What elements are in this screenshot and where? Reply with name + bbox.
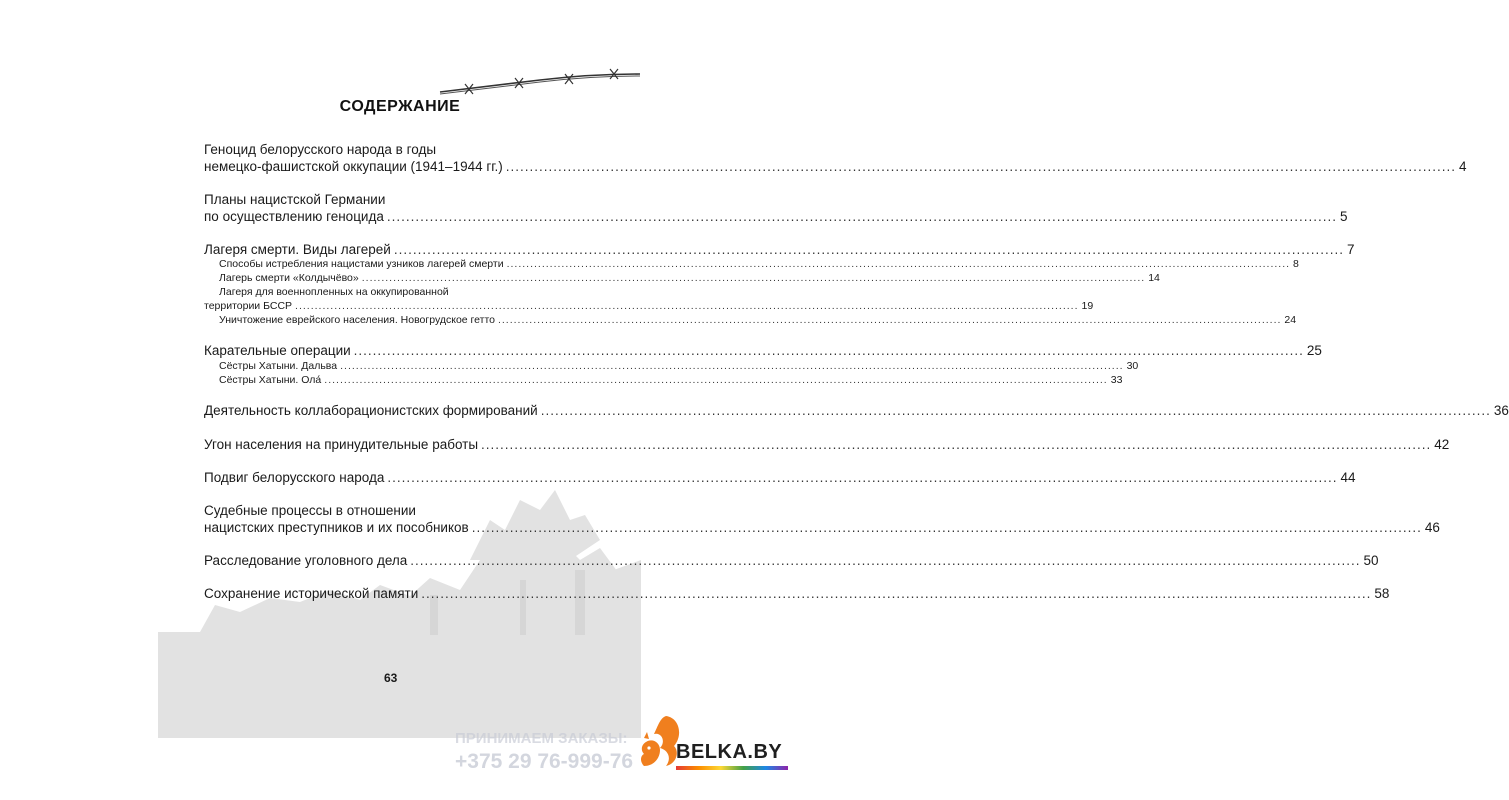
toc-entry-title: Подвиг белорусского народа <box>204 470 385 485</box>
dot-leader: ........................................................................................................................................................................................................ <box>540 403 1491 418</box>
toc-entry-line: Геноцид белорусского народа в годы <box>204 142 437 157</box>
toc-entry-title: немецко-фашистской оккупации (1941–1944 гг.) <box>204 159 503 174</box>
dot-leader: ........................................................................................................................................................................................................ <box>340 360 1124 372</box>
toc-entry-title: нацистских преступников и их пособников <box>204 520 469 535</box>
toc-entry-title: Угон населения на принудительные работы <box>204 437 479 452</box>
watermark-line-1: ПРИНИМАЕМ ЗАКАЗЫ: <box>455 730 628 747</box>
toc-entry-title: Лагеря смерти. Виды лагерей <box>204 242 391 257</box>
toc-entry-title: Карательные операции <box>204 343 351 358</box>
toc-page-number: 5 <box>1340 209 1348 224</box>
toc-page-number: 24 <box>1284 314 1297 326</box>
dot-leader: ........................................................................................................................................................................................................ <box>471 520 1422 535</box>
toc-page-number: 8 <box>1293 258 1299 270</box>
watermark-phone: +375 29 76-999-76 <box>455 750 634 773</box>
toc-entry <box>204 586 1390 601</box>
toc-page-number: 50 <box>1363 553 1379 568</box>
toc-entry <box>204 403 1509 418</box>
dot-leader: ........................................................................................................................................................................................................ <box>481 437 1432 452</box>
toc-subentry <box>219 272 1160 284</box>
toc-subentry <box>219 360 1139 372</box>
toc-subentry <box>204 300 1094 312</box>
dot-leader: ........................................................................................................................................................................................................ <box>295 300 1079 312</box>
toc-page-number: 7 <box>1347 242 1355 257</box>
toc-page-number: 58 <box>1374 586 1390 601</box>
dot-leader: ........................................................................................................................................................................................................ <box>497 314 1282 326</box>
dot-leader: ........................................................................................................................................................................................................ <box>421 586 1372 601</box>
toc-entry-title: по осуществлению геноцида <box>204 209 384 224</box>
dot-leader: ........................................................................................................................................................................................................ <box>505 159 1456 174</box>
logo-text: BELKA.BY <box>676 741 783 763</box>
toc-page-number: 46 <box>1424 520 1440 535</box>
page-number: 63 <box>384 671 398 685</box>
toc-page-number: 33 <box>1110 374 1123 386</box>
toc-entry <box>204 553 1379 568</box>
dot-leader: ........................................................................................................................................................................................................ <box>353 343 1304 358</box>
toc-page-number: 36 <box>1493 403 1509 418</box>
dot-leader: ........................................................................................................................................................................................................ <box>361 272 1146 284</box>
page-title: СОДЕРЖАНИЕ <box>339 98 461 115</box>
toc-entry-title: Сёстры Хатыни. Ола́ <box>219 374 322 386</box>
toc-page-number: 42 <box>1434 437 1450 452</box>
toc-entry <box>204 520 1440 535</box>
toc-entry <box>204 437 1450 452</box>
dot-leader: ........................................................................................................................................................................................................ <box>386 209 1338 224</box>
barbed-wire-decoration <box>440 62 640 102</box>
toc-entry-line: Планы нацистской Германии <box>204 192 386 207</box>
toc-entry <box>204 470 1356 485</box>
toc-entry-title: Лагерь смерти «Колдычёво» <box>219 272 359 284</box>
toc-entry <box>204 343 1322 358</box>
toc-entry-title: Способы истребления нацистами узников лагерей смерти <box>219 258 504 270</box>
dot-leader: ........................................................................................................................................................................................................ <box>324 374 1108 386</box>
toc-entry-line: Лагеря для военнопленных на оккупированной <box>219 286 449 298</box>
toc-subentry <box>219 374 1123 386</box>
toc-subentry <box>219 258 1299 270</box>
toc-entry <box>204 242 1355 257</box>
toc-entry-line: Судебные процессы в отношении <box>204 503 416 518</box>
toc-entry-title: Сёстры Хатыни. Дальва <box>219 360 338 372</box>
dot-leader: ........................................................................................................................................................................................................ <box>393 242 1345 257</box>
toc-entry-title: Расследование уголовного дела <box>204 553 408 568</box>
toc-entry-title: Сохранение исторической памяти <box>204 586 419 601</box>
toc-page-number: 4 <box>1458 159 1467 174</box>
toc-entry-title: Уничтожение еврейского населения. Новогрудское гетто <box>219 314 495 326</box>
toc-entry <box>204 159 1467 174</box>
toc-page-number: 14 <box>1148 272 1160 284</box>
logo-rainbow-stripe <box>676 766 788 770</box>
toc-page-number: 30 <box>1126 360 1139 372</box>
dot-leader: ........................................................................................................................................................................................................ <box>410 553 1361 568</box>
toc-entry-title: Деятельность коллаборационистских формирований <box>204 403 538 418</box>
toc-subentry <box>219 314 1297 326</box>
toc-page-number: 44 <box>1340 470 1356 485</box>
toc-entry-title: территории БССР <box>204 300 293 312</box>
dot-leader: ........................................................................................................................................................................................................ <box>506 258 1291 270</box>
dot-leader: ........................................................................................................................................................................................................ <box>387 470 1338 485</box>
toc-page-number: 19 <box>1081 300 1094 312</box>
toc-page-number: 25 <box>1306 343 1322 358</box>
toc-entry <box>204 209 1348 224</box>
